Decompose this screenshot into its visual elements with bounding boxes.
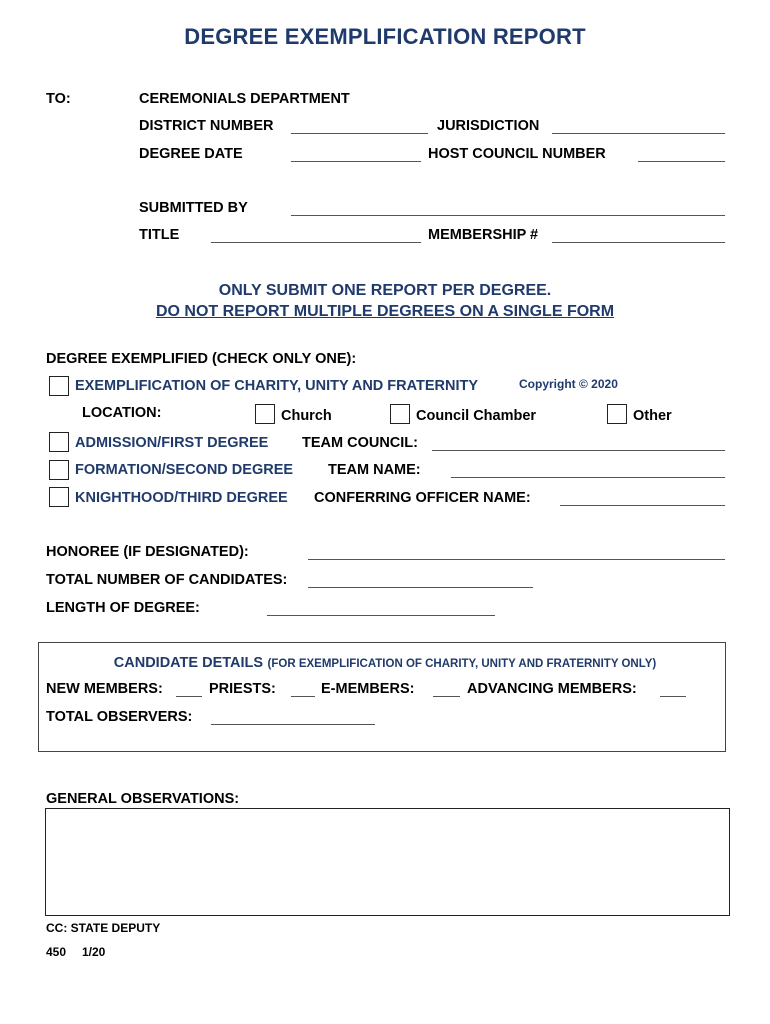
length-of-degree-field[interactable] xyxy=(267,615,495,616)
length-of-degree-label: LENGTH OF DEGREE: xyxy=(46,600,200,616)
host-council-number-label: HOST COUNCIL NUMBER xyxy=(428,146,606,162)
location-council-chamber-label: Council Chamber xyxy=(416,408,537,424)
district-number-label: DISTRICT NUMBER xyxy=(139,118,274,134)
candidate-details-heading-row xyxy=(0,655,770,671)
membership-label: MEMBERSHIP # xyxy=(428,227,539,243)
conferring-officer-field[interactable] xyxy=(560,505,725,506)
e-members-field[interactable] xyxy=(433,696,460,697)
new-members-label: NEW MEMBERS: xyxy=(46,681,163,697)
candidate-details-heading: CANDIDATE DETAILS xyxy=(113,655,264,671)
jurisdiction-label: JURISDICTION xyxy=(437,118,540,134)
notice-line-1: ONLY SUBMIT ONE REPORT PER DEGREE. xyxy=(218,282,552,299)
admission-degree-label: ADMISSION/FIRST DEGREE xyxy=(75,435,269,451)
advancing-members-field[interactable] xyxy=(660,696,686,697)
team-council-field[interactable] xyxy=(432,450,725,451)
honoree-field[interactable] xyxy=(308,559,725,560)
team-name-field[interactable] xyxy=(451,477,725,478)
copyright-text: Copyright © 2020 xyxy=(519,377,618,391)
form-revision: 1/20 xyxy=(82,945,106,959)
total-candidates-label: TOTAL NUMBER OF CANDIDATES: xyxy=(46,572,288,588)
conferring-officer-label: CONFERRING OFFICER NAME: xyxy=(314,490,531,506)
location-label: LOCATION: xyxy=(82,405,162,421)
admission-degree-checkbox[interactable] xyxy=(49,432,69,452)
general-observations-field[interactable] xyxy=(45,808,730,916)
host-council-number-field[interactable] xyxy=(638,161,725,162)
candidate-details-note: (FOR EXEMPLIFICATION OF CHARITY, UNITY AND FRATERNITY ONLY) xyxy=(267,658,657,670)
total-observers-label: TOTAL OBSERVERS: xyxy=(46,709,193,725)
degree-date-field[interactable] xyxy=(291,161,421,162)
location-other-checkbox[interactable] xyxy=(607,404,627,424)
formation-degree-checkbox[interactable] xyxy=(49,460,69,480)
jurisdiction-field[interactable] xyxy=(552,133,725,134)
title-label: TITLE xyxy=(139,227,180,243)
exemplification-label: EXEMPLIFICATION OF CHARITY, UNITY AND FRATERNITY xyxy=(75,378,479,394)
total-candidates-field[interactable] xyxy=(308,587,533,588)
cc-line: CC: STATE DEPUTY xyxy=(46,921,161,935)
knighthood-degree-label: KNIGHTHOOD/THIRD DEGREE xyxy=(75,490,288,506)
priests-field[interactable] xyxy=(291,696,315,697)
new-members-field[interactable] xyxy=(176,696,202,697)
advancing-members-label: ADVANCING MEMBERS: xyxy=(467,681,637,697)
location-council-chamber-checkbox[interactable] xyxy=(390,404,410,424)
exemplification-checkbox[interactable] xyxy=(49,376,69,396)
notice-line-2: DO NOT REPORT MULTIPLE DEGREES ON A SINGLE FORM xyxy=(155,303,615,320)
to-value: CEREMONIALS DEPARTMENT xyxy=(139,91,350,107)
submitted-by-label: SUBMITTED BY xyxy=(139,200,248,216)
team-council-label: TEAM COUNCIL: xyxy=(302,435,418,451)
formation-degree-label: FORMATION/SECOND DEGREE xyxy=(75,462,294,478)
degree-date-label: DEGREE DATE xyxy=(139,146,243,162)
membership-field[interactable] xyxy=(552,242,725,243)
total-observers-field[interactable] xyxy=(211,724,375,725)
submitted-by-field[interactable] xyxy=(291,215,725,216)
to-label: TO: xyxy=(46,91,71,107)
location-church-checkbox[interactable] xyxy=(255,404,275,424)
location-church-label: Church xyxy=(281,408,332,424)
district-number-field[interactable] xyxy=(291,133,428,134)
form-number: 450 xyxy=(46,945,67,959)
e-members-label: E-MEMBERS: xyxy=(321,681,415,697)
knighthood-degree-checkbox[interactable] xyxy=(49,487,69,507)
degree-exemplified-heading: DEGREE EXEMPLIFIED (CHECK ONLY ONE): xyxy=(46,351,357,367)
team-name-label: TEAM NAME: xyxy=(328,462,421,478)
page-title: DEGREE EXEMPLIFICATION REPORT xyxy=(184,24,586,49)
location-other-label: Other xyxy=(633,408,672,424)
priests-label: PRIESTS: xyxy=(209,681,276,697)
title-field[interactable] xyxy=(211,242,421,243)
general-observations-heading: GENERAL OBSERVATIONS: xyxy=(46,791,240,807)
honoree-label: HONOREE (IF DESIGNATED): xyxy=(46,544,249,560)
